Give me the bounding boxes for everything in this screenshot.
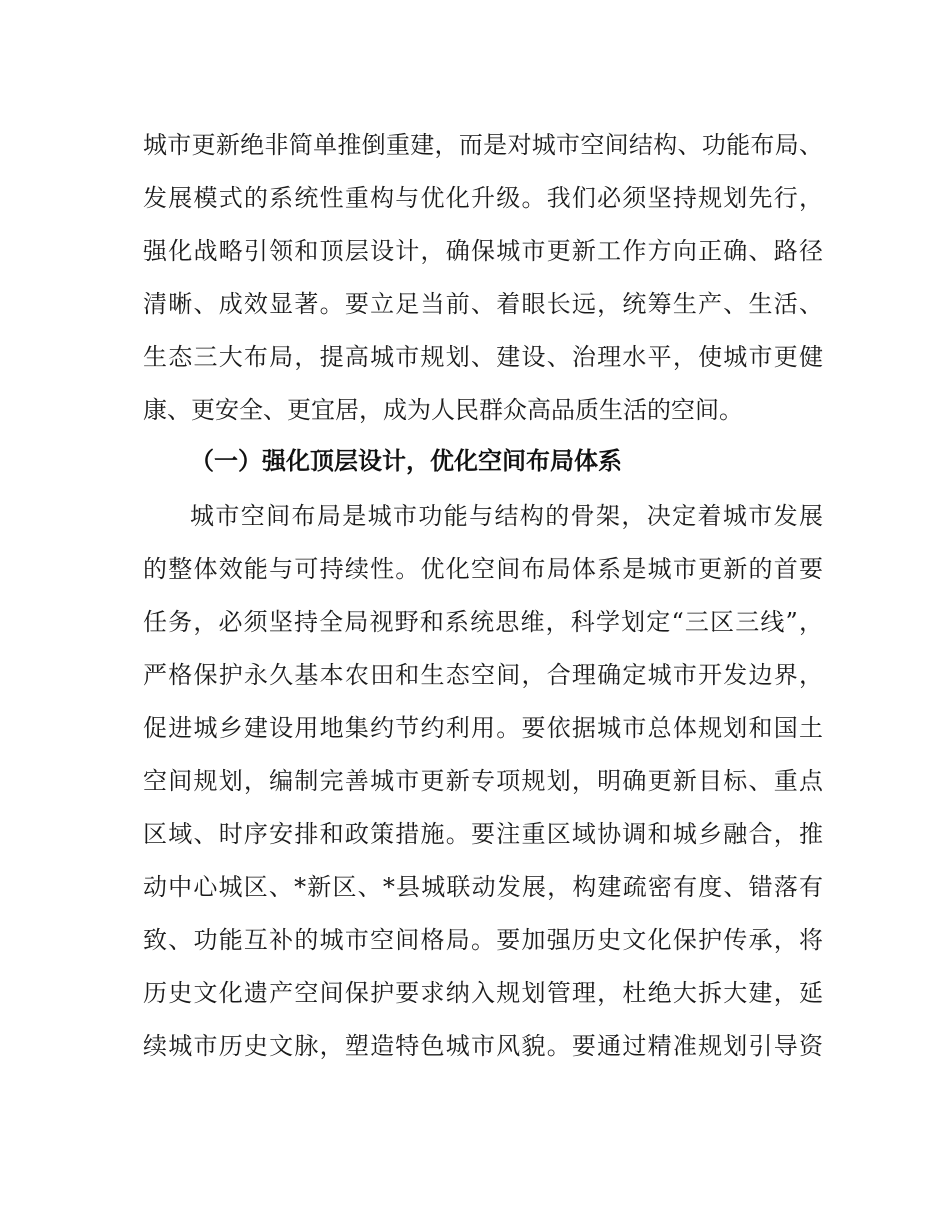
paragraph-2-line-6: 空间规划，编制完善城市更新专项规划，明确更新目标、重点: [143, 767, 823, 795]
paragraph-2-line-1: 城市空间布局是城市功能与结构的骨架，决定着城市发展: [190, 502, 823, 530]
paragraph-2-line-2: 的整体效能与可持续性。优化空间布局体系是城市更新的首要: [143, 555, 823, 583]
paragraph-2-line-11: 续城市历史文脉，塑造特色城市风貌。要通过精准规划引导资: [143, 1032, 823, 1060]
paragraph-1-line-1: 城市更新绝非简单推倒重建，而是对城市空间结构、功能布局、: [143, 131, 823, 159]
paragraph-2-line-4: 严格保护永久基本农田和生态空间，合理确定城市开发边界，: [143, 661, 823, 689]
paragraph-1-line-3: 强化战略引领和顶层设计，确保城市更新工作方向正确、路径: [143, 237, 823, 265]
paragraph-2-line-7: 区域、时序安排和政策措施。要注重区域协调和城乡融合，推: [143, 820, 823, 848]
paragraph-2-line-8: 动中心城区、*新区、*县城联动发展，构建疏密有度、错落有: [143, 873, 823, 901]
paragraph-2-line-9: 致、功能互补的城市空间格局。要加强历史文化保护传承，将: [143, 926, 823, 954]
section-heading: （一）强化顶层设计，优化空间布局体系: [190, 447, 622, 475]
paragraph-2-line-3: 任务，必须坚持全局视野和系统思维，科学划定“三区三线”，: [143, 608, 823, 636]
paragraph-2-line-5: 促进城乡建设用地集约节约利用。要依据城市总体规划和国土: [143, 714, 823, 742]
paragraph-1-line-5: 生态三大布局，提高城市规划、建设、治理水平，使城市更健: [143, 343, 823, 371]
paragraph-2-line-10: 历史文化遗产空间保护要求纳入规划管理，杜绝大拆大建，延: [143, 979, 823, 1007]
paragraph-1-line-4: 清晰、成效显著。要立足当前、着眼长远，统筹生产、生活、: [143, 290, 823, 318]
paragraph-1-line-6: 康、更安全、更宜居，成为人民群众高品质生活的空间。: [143, 396, 743, 424]
paragraph-1-line-2: 发展模式的系统性重构与优化升级。我们必须坚持规划先行，: [143, 184, 823, 212]
